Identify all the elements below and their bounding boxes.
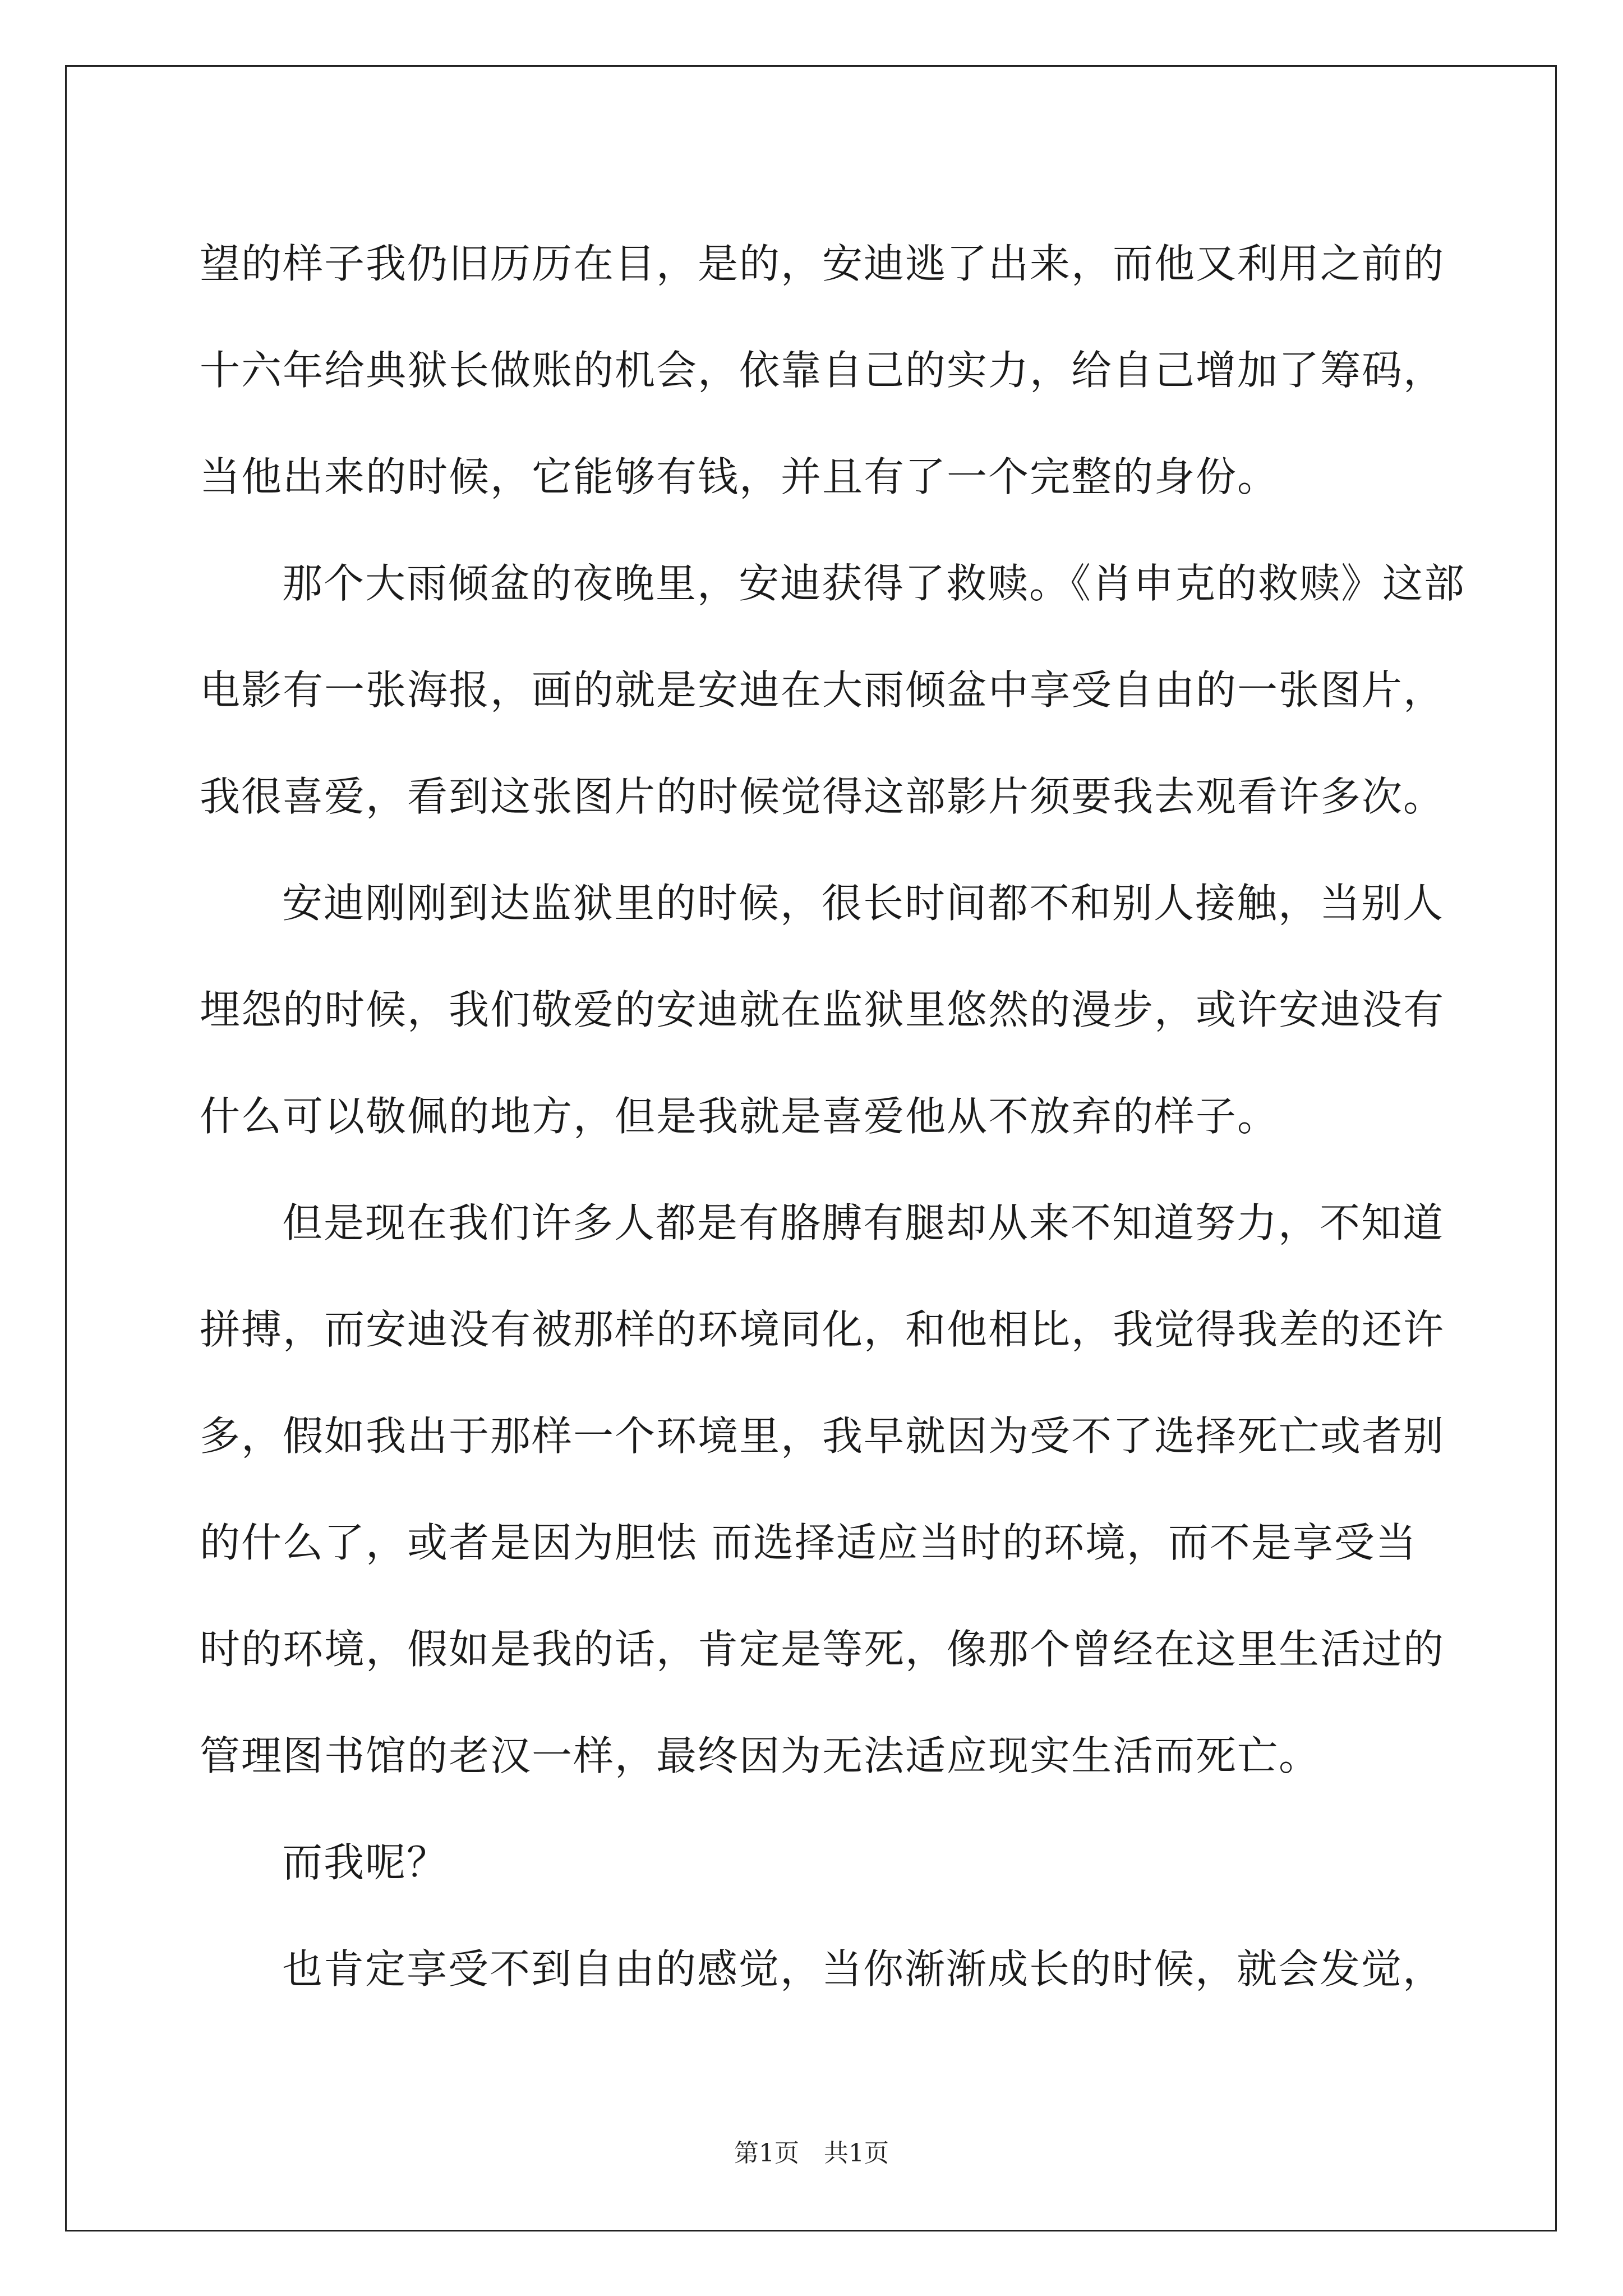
text-line: 当他出来的时候，它能够有钱，并且有了一个完整的身份。 <box>200 453 1279 500</box>
text-line: 十六年给典狱长做账的机会，依靠自己的实力，给自己增加了筹码， <box>200 347 1445 394</box>
text-line: 也肯定享受不到自由的感觉，当你渐渐成长的时候，就会发觉， <box>282 1945 1445 1993</box>
text-line: 但是现在我们许多人都是有胳膊有腿却从来不知道努力，不知道 <box>282 1199 1445 1246</box>
text-line: 那个大雨倾盆的夜晚里，安迪获得了救赎。《肖申克的救赎》这部 <box>282 560 1466 607</box>
text-line: 的什么了，或者是因为胆怯 而选择适应当时的环境，而不是享受当 <box>200 1519 1417 1566</box>
text-line: 安迪刚刚到达监狱里的时候，很长时间都不和别人接触，当别人 <box>282 880 1445 927</box>
text-line: 什么可以敬佩的地方，但是我就是喜爱他从不放弃的样子。 <box>200 1093 1279 1140</box>
text-line: 多，假如我出于那样一个环境里，我早就因为受不了选择死亡或者别 <box>200 1412 1445 1460</box>
document-body <box>200 210 1466 2022</box>
text-line: 望的样子我仍旧历历在目，是的，安迪逃了出来，而他又利用之前的 <box>200 240 1445 287</box>
text-line: 而我呢？ <box>282 1839 449 1886</box>
text-line: 管理图书馆的老汉一样，最终因为无法适应现实生活而死亡。 <box>200 1732 1321 1779</box>
text-line: 时的环境，假如是我的话，肯定是等死，像那个曾经在这里生活过的 <box>200 1626 1445 1673</box>
page-number: 第1页 共1页 <box>734 2139 889 2168</box>
text-line: 埋怨的时候，我们敬爱的安迪就在监狱里悠然的漫步，或许安迪没有 <box>200 986 1445 1033</box>
text-line: 电影有一张海报，画的就是安迪在大雨倾盆中享受自由的一张图片， <box>200 666 1445 714</box>
text-line: 我很喜爱，看到这张图片的时候觉得这部影片须要我去观看许多次。 <box>200 773 1445 820</box>
text-line: 拼搏，而安迪没有被那样的环境同化，和他相比，我觉得我差的还许 <box>200 1306 1445 1353</box>
